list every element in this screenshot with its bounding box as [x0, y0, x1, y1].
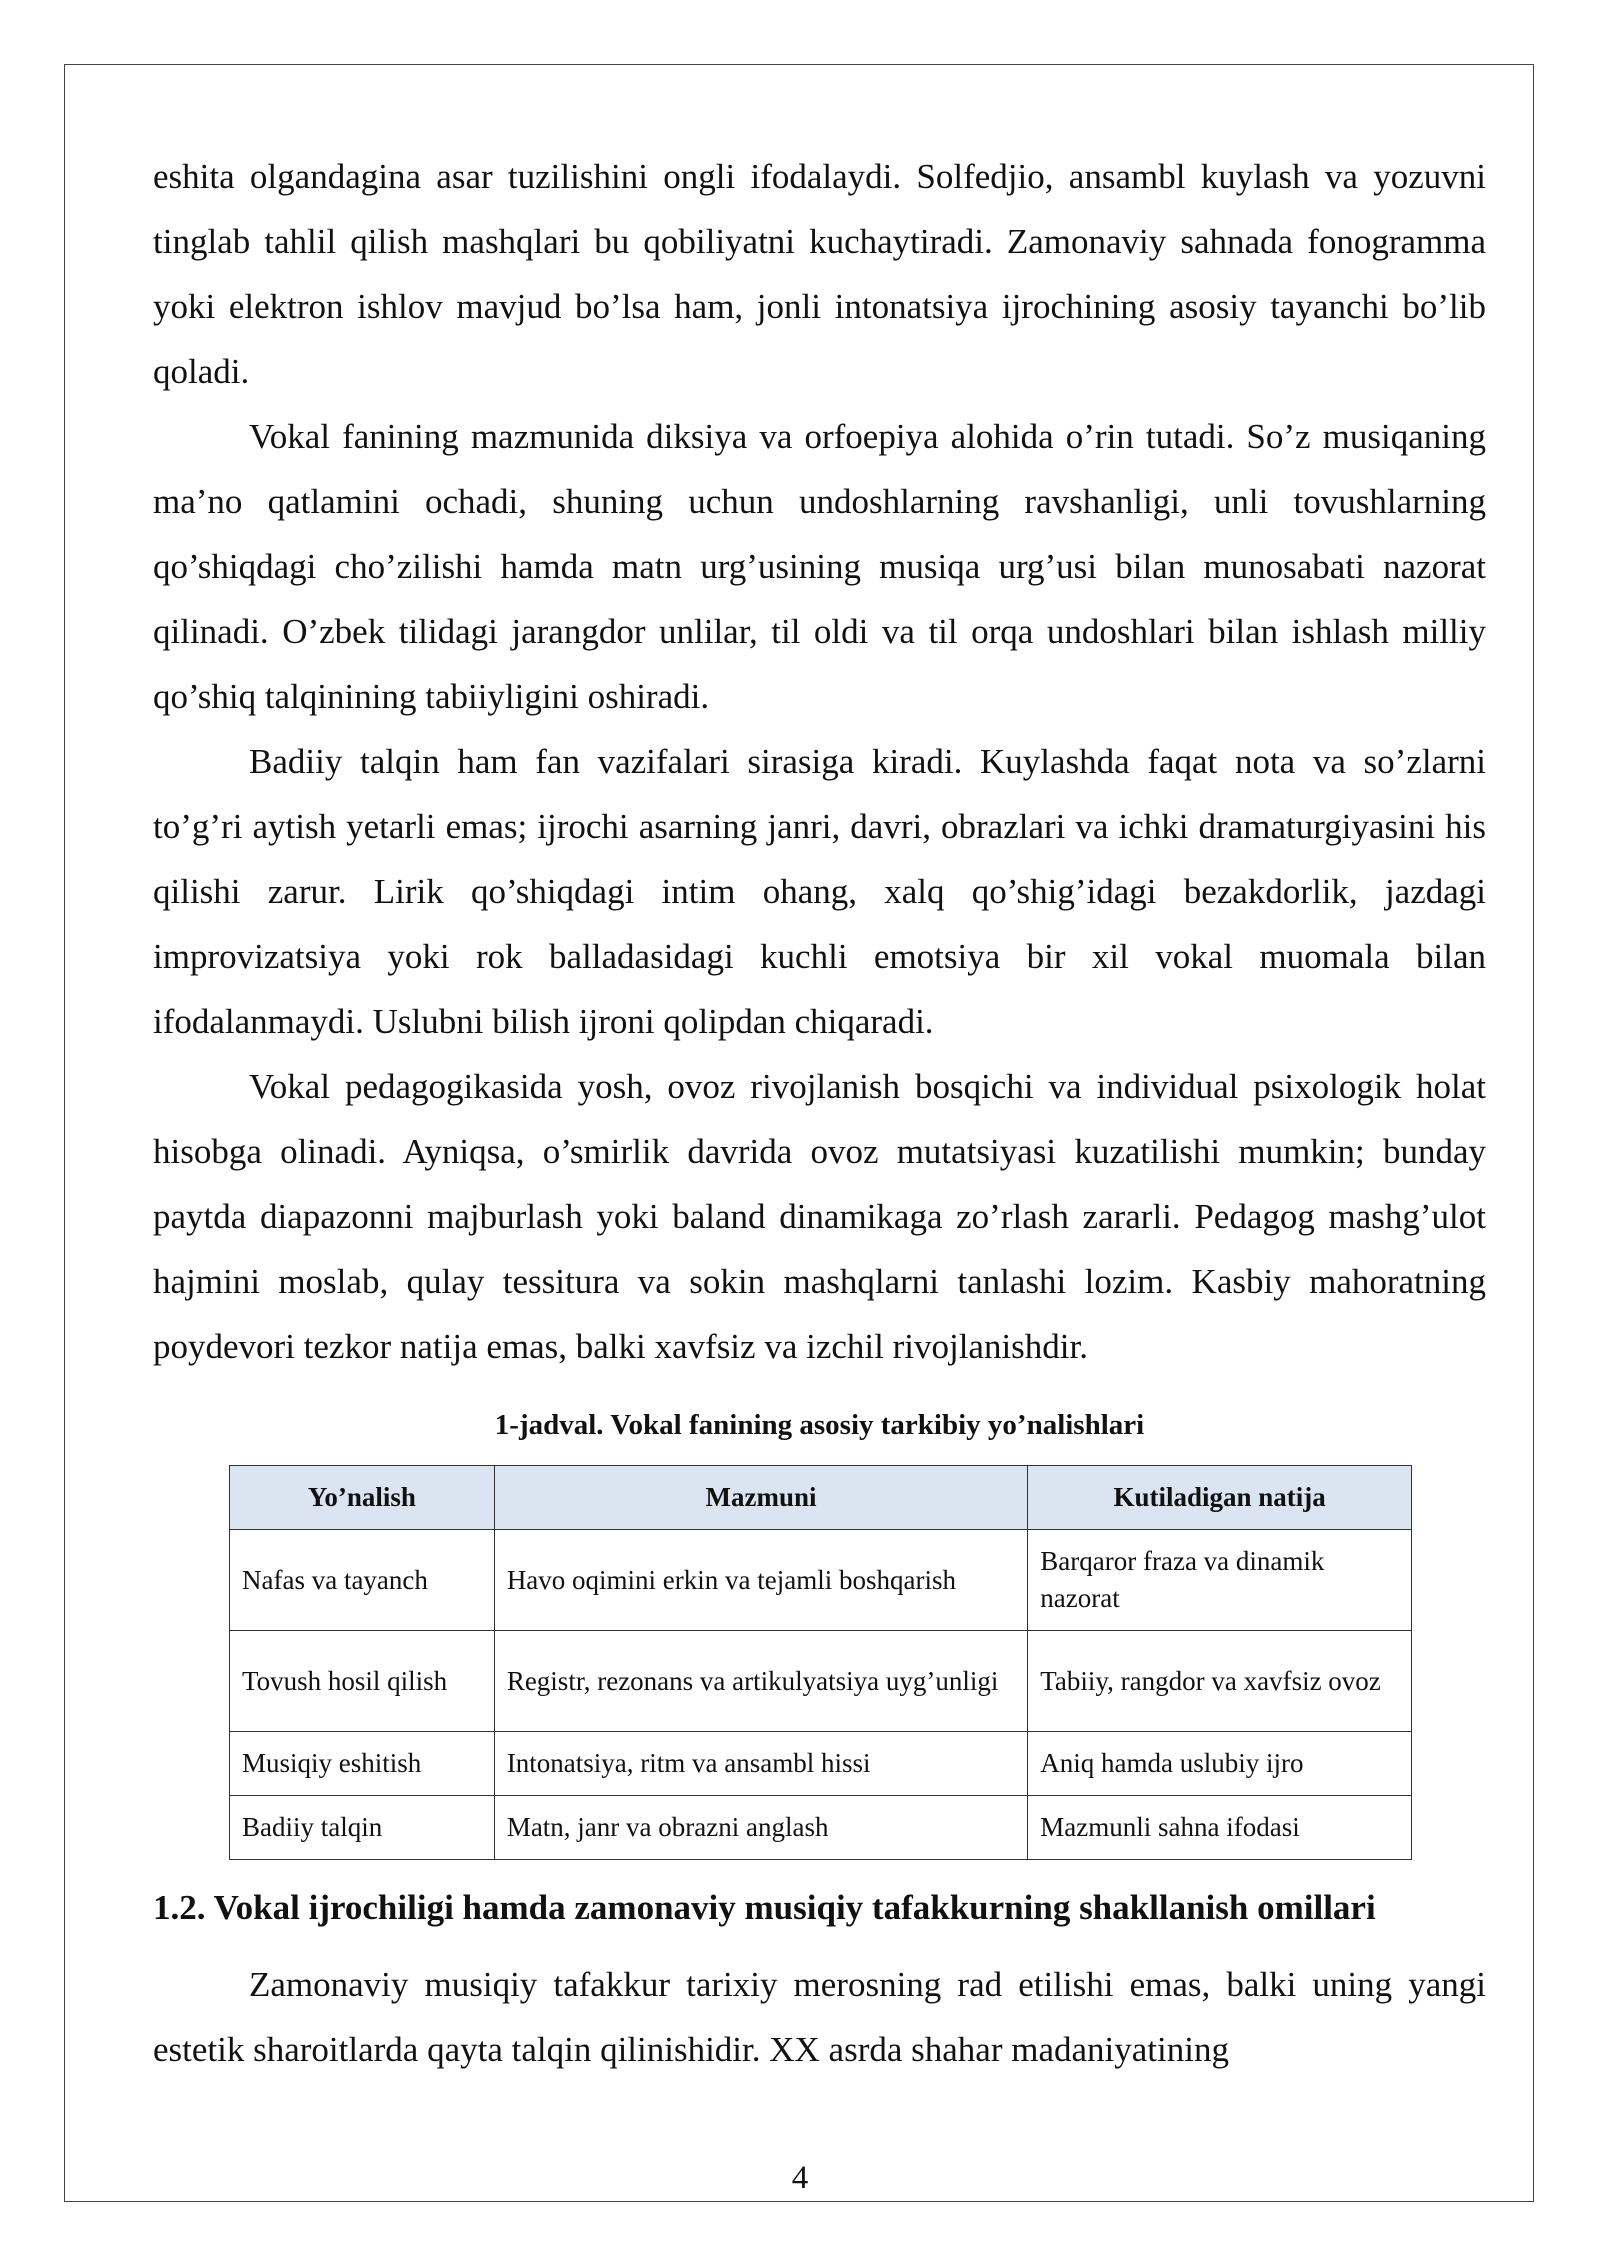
table-row	[230, 1732, 1412, 1796]
table-cell: Havo oqimini erkin va tejamli boshqarish	[494, 1530, 1027, 1631]
table-cell: Musiqiy eshitish	[230, 1732, 495, 1796]
table-cell: Tovush hosil qilish	[230, 1631, 495, 1732]
table-row	[230, 1631, 1412, 1732]
table-header-cell: Mazmuni	[494, 1466, 1027, 1530]
table-cell: Aniq hamda uslubiy ijro	[1028, 1732, 1412, 1796]
table-row	[230, 1796, 1412, 1860]
table-cell: Mazmunli sahna ifodasi	[1028, 1796, 1412, 1860]
table-header-cell: Kutiladigan natija	[1028, 1466, 1412, 1530]
document-body	[153, 144, 1486, 2082]
body-paragraph-4: Vokal pedagogikasida yosh, ovoz rivojlanish bosqichi va individual psixologik holat hisobga olinadi. Ayniqsa, o’smirlik davrida ovoz mutatsiyasi kuzatilishi mumkin; bunday paytda diapazonni majburlash yoki baland dinamikaga zo’rlash zararli. Pedagog mashg’ulot hajmini moslab, qulay tessitura va sokin mashqlarni tanlashi lozim. Kasbiy mahoratning poydevori tezkor natija emas, balki xavfsiz va izchil rivojlanishdir.	[153, 1067, 1486, 1366]
table-cell: Barqaror fraza va dinamik nazorat	[1028, 1530, 1412, 1631]
table-header-cell: Yo’nalish	[230, 1466, 495, 1530]
table-cell: Registr, rezonans va artikulyatsiya uyg’unligi	[494, 1631, 1027, 1732]
components-table	[229, 1465, 1412, 1860]
table-cell: Nafas va tayanch	[230, 1530, 495, 1631]
table-cell: Badiiy talqin	[230, 1796, 495, 1860]
body-paragraph-2: Vokal fanining mazmunida diksiya va orfoepiya alohida o’rin tutadi. So’z musiqaning ma’no qatlamini ochadi, shuning uchun undoshlarning ravshanligi, unli tovushlarning qo’shiqdagi cho’zilishi hamda matn urg’usining musiqa urg’usi bilan munosabati nazorat qilinadi. O’zbek tilidagi jarangdor unlilar, til oldi va til orqa undoshlari bilan ishlash milliy qo’shiq talqinining tabiiyligini oshiradi.	[153, 417, 1486, 716]
body-paragraph-1: eshita olgandagina asar tuzilishini ongli ifodalaydi. Solfedjio, ansambl kuylash va yozuvni tinglab tahlil qilish mashqlari bu qobiliyatni kuchaytiradi. Zamonaviy sahnada fonogramma yoki elektron ishlov mavjud bo’lsa ham, jonli intonatsiya ijrochining asosiy tayanchi bo’lib qoladi.	[153, 157, 1486, 391]
table-header-row	[230, 1466, 1412, 1530]
table-caption: 1-jadval. Vokal fanining asosiy tarkibiy yo’nalishlari	[494, 1409, 1145, 1441]
closing-paragraph: Zamonaviy musiqiy tafakkur tarixiy merosning rad etilishi emas, balki uning yangi estetik sharoitlarda qayta talqin qilinishidir. XX asrda shahar madaniyatining	[153, 1965, 1486, 2069]
body-paragraph-3: Badiiy talqin ham fan vazifalari sirasiga kiradi. Kuylashda faqat nota va so’zlarni to’g’ri aytish yetarli emas; ijrochi asarning janri, davri, obrazlari va ichki dramaturgiyasini his qilishi zarur. Lirik qo’shiqdagi intim ohang, xalq qo’shig’idagi bezakdorlik, jazdagi improvizatsiya yoki rok balladasidagi kuchli emotsiya bir xil vokal muomala bilan ifodalanmaydi. Uslubni bilish ijroni qolipdan chiqaradi.	[153, 742, 1486, 1041]
table-row	[230, 1530, 1412, 1631]
table-cell: Matn, janr va obrazni anglash	[494, 1796, 1027, 1860]
table-cell: Intonatsiya, ritm va ansambl hissi	[494, 1732, 1027, 1796]
table-cell: Tabiiy, rangdor va xavfsiz ovoz	[1028, 1631, 1412, 1732]
section-heading: 1.2. Vokal ijrochiligi hamda zamonaviy musiqiy tafakkurning shakllanish omillari	[153, 1888, 1376, 1927]
page-number: 4	[791, 2160, 809, 2196]
